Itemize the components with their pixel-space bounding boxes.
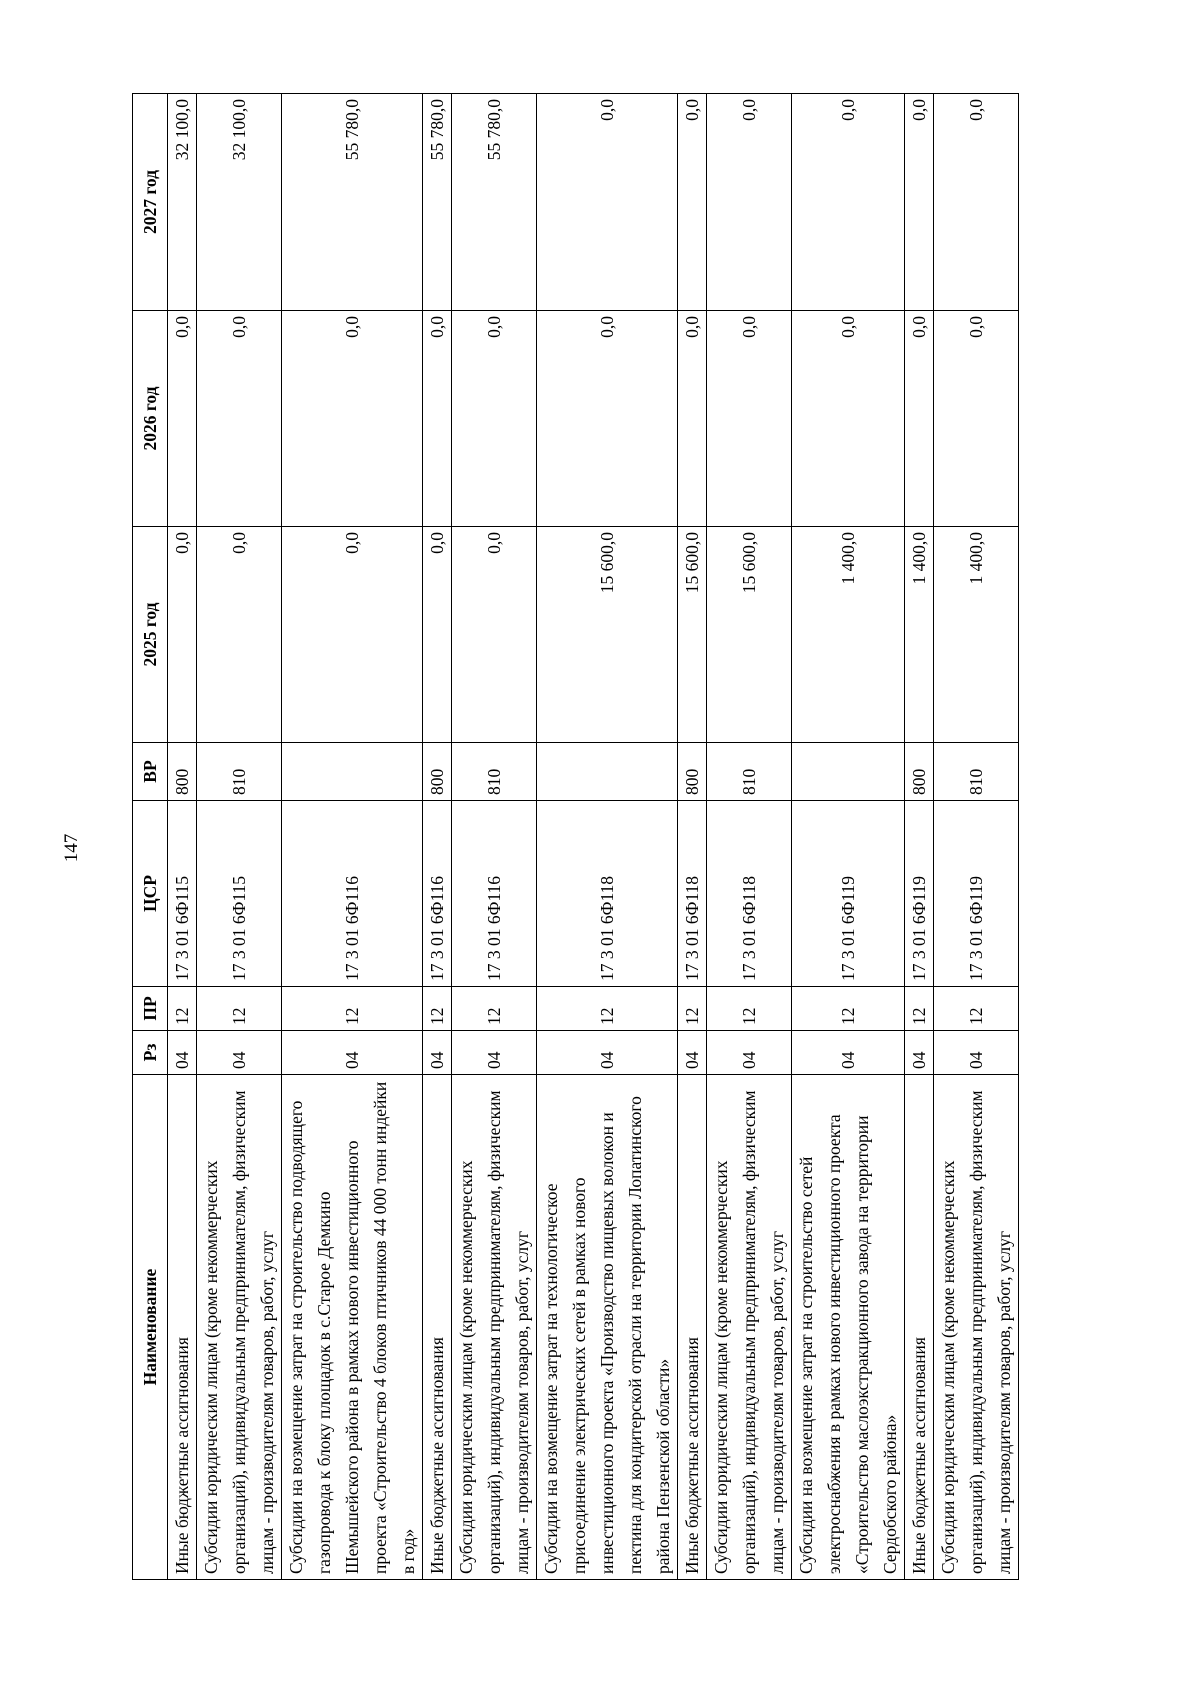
cell-csr: 17 3 01 6Ф119: [905, 801, 934, 987]
cell-2026: 0,0: [452, 311, 537, 527]
cell-csr: 17 3 01 6Ф119: [934, 801, 1019, 987]
cell-name: Субсидии на возмещение затрат на строительство сетей электроснабжения в рамках нового инвестиционного проекта «Строительство маслоэкстракционного завода на территории Сердобского района»: [792, 1075, 905, 1580]
cell-2027: 55 780,0: [282, 94, 423, 311]
cell-rz: 04: [168, 1031, 197, 1075]
column-header-2025: 2025 год: [133, 527, 168, 743]
cell-vr: 810: [934, 743, 1019, 801]
cell-pr: 12: [934, 987, 1019, 1031]
cell-2027: 32 100,0: [197, 94, 282, 311]
cell-2025: 0,0: [423, 527, 452, 743]
cell-2027: 32 100,0: [168, 94, 197, 311]
cell-2027: 55 780,0: [452, 94, 537, 311]
cell-csr: 17 3 01 6Ф118: [707, 801, 792, 987]
table-row: [423, 94, 452, 1580]
table-row: [678, 94, 707, 1580]
cell-2025: 1 400,0: [792, 527, 905, 743]
page-number: 147: [61, 833, 82, 863]
cell-2027: 0,0: [934, 94, 1019, 311]
cell-2026: 0,0: [168, 311, 197, 527]
cell-pr: 12: [678, 987, 707, 1031]
cell-rz: 04: [197, 1031, 282, 1075]
table-row: [197, 94, 282, 1580]
cell-2025: 15 600,0: [537, 527, 678, 743]
table-row: [168, 94, 197, 1580]
budget-table: [132, 93, 1019, 1580]
cell-csr: 17 3 01 6Ф116: [452, 801, 537, 987]
cell-name: Иные бюджетные ассигнования: [423, 1075, 452, 1580]
cell-pr: 12: [197, 987, 282, 1031]
table-row: [452, 94, 537, 1580]
rotated-page-content: [132, 94, 1014, 1580]
cell-2025: 15 600,0: [707, 527, 792, 743]
cell-2026: 0,0: [423, 311, 452, 527]
cell-vr: 810: [707, 743, 792, 801]
cell-2026: 0,0: [678, 311, 707, 527]
cell-csr: 17 3 01 6Ф115: [197, 801, 282, 987]
cell-2025: 0,0: [452, 527, 537, 743]
cell-pr: 12: [792, 987, 905, 1031]
cell-csr: 17 3 01 6Ф116: [423, 801, 452, 987]
column-header-csr: ЦСР: [133, 801, 168, 987]
cell-name: Субсидии юридическим лицам (кроме некоммерческих организаций), индивидуальным предпринимателям, физическим лицам - производителям товаров, работ, услуг: [197, 1075, 282, 1580]
cell-2026: 0,0: [792, 311, 905, 527]
cell-rz: 04: [452, 1031, 537, 1075]
cell-name: Субсидии на возмещение затрат на технологическое присоединение электрических сетей в рамках нового инвестиционного проекта «Производство пищевых волокон и пектина для кондитерской отрасли на территории Лопатинского района Пензенской области»: [537, 1075, 678, 1580]
cell-2026: 0,0: [537, 311, 678, 527]
cell-2027: 0,0: [537, 94, 678, 311]
cell-vr: 800: [678, 743, 707, 801]
column-header-2027: 2027 год: [133, 94, 168, 311]
cell-2026: 0,0: [934, 311, 1019, 527]
cell-2026: 0,0: [905, 311, 934, 527]
column-header-pr: ПР: [133, 987, 168, 1031]
cell-vr: 810: [197, 743, 282, 801]
cell-name: Иные бюджетные ассигнования: [678, 1075, 707, 1580]
cell-csr: 17 3 01 6Ф115: [168, 801, 197, 987]
cell-2025: 15 600,0: [678, 527, 707, 743]
cell-pr: 12: [168, 987, 197, 1031]
cell-vr: 800: [905, 743, 934, 801]
column-header-vr: ВР: [133, 743, 168, 801]
table-row: [905, 94, 934, 1580]
table-row: [792, 94, 905, 1580]
table-row: [537, 94, 678, 1580]
column-header-rz: Рз: [133, 1031, 168, 1075]
cell-2027: 0,0: [678, 94, 707, 311]
cell-2026: 0,0: [197, 311, 282, 527]
column-header-2026: 2026 год: [133, 311, 168, 527]
cell-2025: 1 400,0: [905, 527, 934, 743]
cell-2027: 0,0: [792, 94, 905, 311]
cell-vr: 810: [452, 743, 537, 801]
cell-vr: [537, 743, 678, 801]
cell-pr: 12: [905, 987, 934, 1031]
cell-2026: 0,0: [282, 311, 423, 527]
cell-vr: 800: [168, 743, 197, 801]
cell-rz: 04: [707, 1031, 792, 1075]
table-row: [282, 94, 423, 1580]
cell-name: Субсидии на возмещение затрат на строительство подводящего газопровода к блоку площадок в с.Старое Демкино Шемышейского района в рамках нового инвестиционного проекта «Строительство 4 блоков птичников 44 000 тонн индейки в год»: [282, 1075, 423, 1580]
cell-pr: 12: [452, 987, 537, 1031]
cell-csr: 17 3 01 6Ф116: [282, 801, 423, 987]
cell-pr: 12: [423, 987, 452, 1031]
cell-rz: 04: [934, 1031, 1019, 1075]
cell-csr: 17 3 01 6Ф118: [678, 801, 707, 987]
cell-rz: 04: [678, 1031, 707, 1075]
cell-2025: 1 400,0: [934, 527, 1019, 743]
cell-name: Иные бюджетные ассигнования: [168, 1075, 197, 1580]
table-header-row: [133, 94, 168, 1580]
cell-rz: 04: [423, 1031, 452, 1075]
table-row: [707, 94, 792, 1580]
column-header-name: Наименование: [133, 1075, 168, 1580]
cell-name: Иные бюджетные ассигнования: [905, 1075, 934, 1580]
cell-pr: 12: [282, 987, 423, 1031]
cell-csr: 17 3 01 6Ф119: [792, 801, 905, 987]
cell-name: Субсидии юридическим лицам (кроме некоммерческих организаций), индивидуальным предпринимателям, физическим лицам - производителям товаров, работ, услуг: [452, 1075, 537, 1580]
cell-rz: 04: [905, 1031, 934, 1075]
cell-2025: 0,0: [197, 527, 282, 743]
cell-rz: 04: [792, 1031, 905, 1075]
cell-vr: [792, 743, 905, 801]
cell-name: Субсидии юридическим лицам (кроме некоммерческих организаций), индивидуальным предпринимателям, физическим лицам - производителям товаров, работ, услуг: [934, 1075, 1019, 1580]
table-row: [934, 94, 1019, 1580]
cell-2025: 0,0: [282, 527, 423, 743]
cell-2027: 0,0: [905, 94, 934, 311]
cell-csr: 17 3 01 6Ф118: [537, 801, 678, 987]
cell-vr: [282, 743, 423, 801]
cell-pr: 12: [537, 987, 678, 1031]
cell-2026: 0,0: [707, 311, 792, 527]
cell-2027: 0,0: [707, 94, 792, 311]
cell-rz: 04: [282, 1031, 423, 1075]
cell-name: Субсидии юридическим лицам (кроме некоммерческих организаций), индивидуальным предпринимателям, физическим лицам - производителям товаров, работ, услуг: [707, 1075, 792, 1580]
cell-rz: 04: [537, 1031, 678, 1075]
cell-2027: 55 780,0: [423, 94, 452, 311]
cell-vr: 800: [423, 743, 452, 801]
cell-2025: 0,0: [168, 527, 197, 743]
cell-pr: 12: [707, 987, 792, 1031]
